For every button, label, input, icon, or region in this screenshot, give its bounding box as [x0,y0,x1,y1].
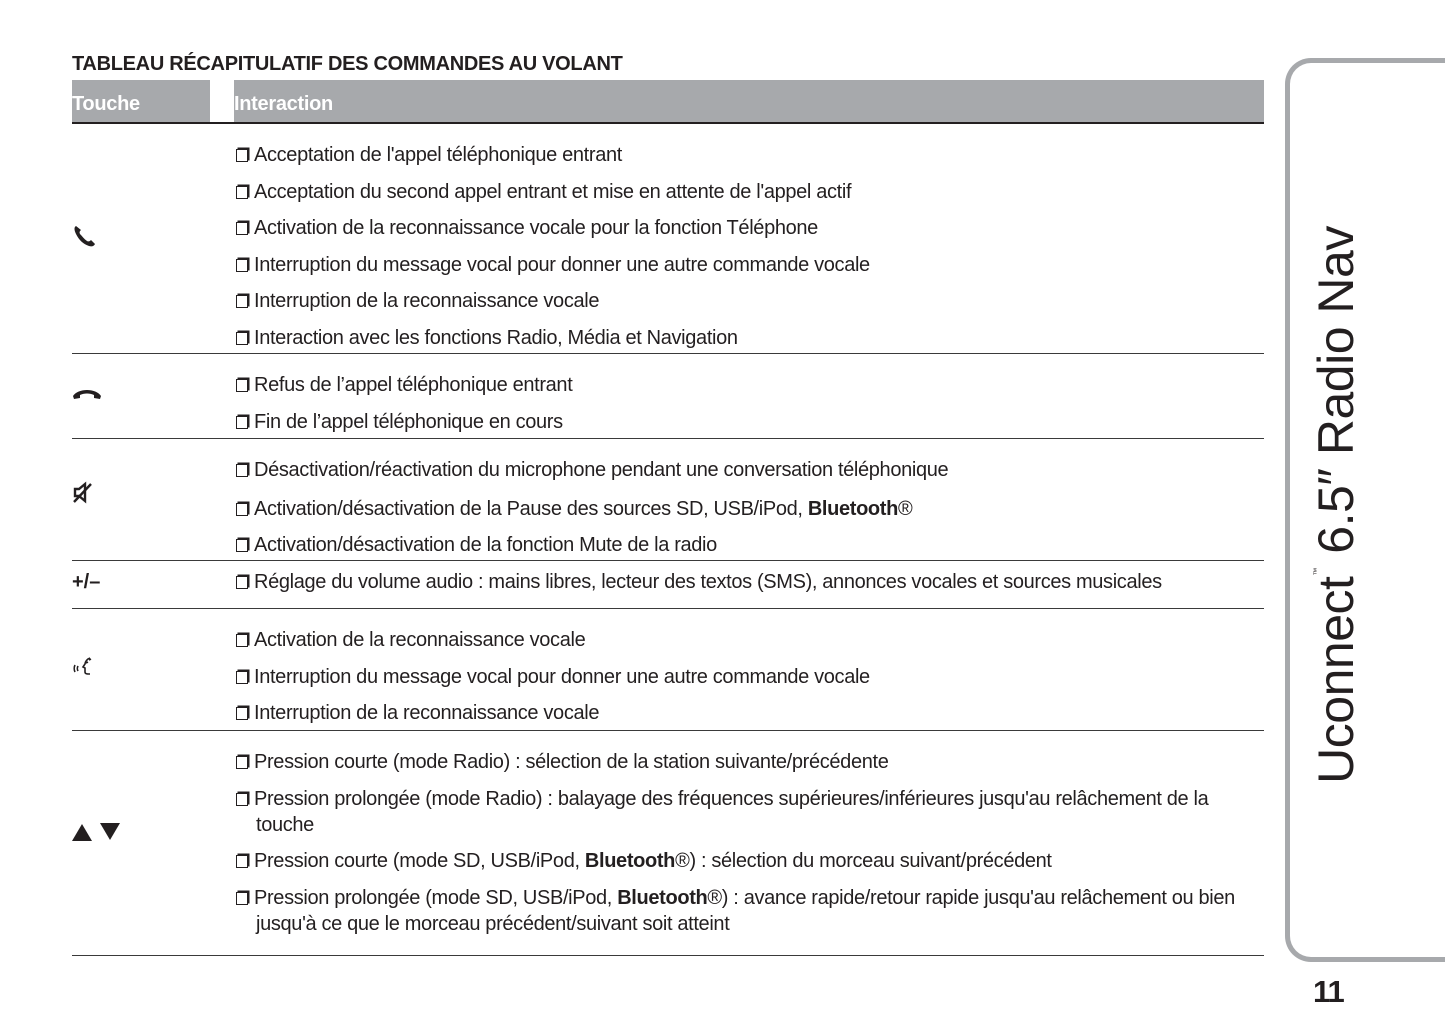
list-item: Pression courte (mode Radio) : sélection de la station suivante/précédente [234,749,1264,775]
up-down-arrows-icon [72,822,122,847]
key-cell [72,609,234,730]
list-item: Activation de la reconnaissance vocale [234,627,1264,653]
checkbox-bullet-icon [236,671,248,684]
steering-controls-table [72,80,1264,956]
bluetooth-brand: Bluetooth [584,850,676,872]
checkbox-bullet-icon [236,149,248,162]
table-row [72,731,1264,956]
checkbox-bullet-icon [236,634,248,647]
checkbox-bullet-icon [236,576,248,589]
checkbox-bullet-icon [236,186,248,199]
chapter-title: Uconnect™ 6.5″ Radio Nav [1308,226,1364,784]
list-item: Refus de l’appel téléphonique entrant [234,372,1264,398]
list-item: Interruption du message vocal pour donner une autre commande vocale [234,664,1264,690]
page-number: 11 [1313,974,1344,1009]
list-item: Interruption de la reconnaissance vocale [234,700,1264,726]
key-cell [72,354,234,438]
list-item: Activation/désactivation de la Pause des sources SD, USB/iPod, Bluetooth® [234,496,1264,522]
list-item: Fin de l’appel téléphonique en cours [234,409,1264,435]
checkbox-bullet-icon [236,793,248,806]
list-item: Activation de la reconnaissance vocale pour la fonction Téléphone [234,215,1264,241]
interaction-cell [234,354,1264,438]
checkbox-bullet-icon [236,539,248,552]
checkbox-bullet-icon [236,416,248,429]
header-touche: Touche [72,80,210,122]
checkbox-bullet-icon [236,222,248,235]
bluetooth-brand: Bluetooth [807,498,898,520]
checkbox-bullet-icon [236,707,248,720]
list-item: Interruption du message vocal pour donner une autre commande vocale [234,252,1264,278]
list-item: Interaction avec les fonctions Radio, Média et Navigation [234,325,1264,351]
list-item: Interruption de la reconnaissance vocale [234,288,1264,314]
table-row [72,609,1264,731]
interaction-cell [234,439,1264,560]
trademark-symbol: ™ [1312,568,1321,576]
list-item: Pression prolongée (mode SD, USB/iPod, Bluetooth®) : avance rapide/retour rapide jusqu'au relâchement ou bien jusqu'à ce que le morceau précédent/suivant soit atteint [234,885,1264,937]
list-item: Pression courte (mode SD, USB/iPod, Bluetooth®) : sélection du morceau suivant/précédent [234,848,1264,874]
list-item: Réglage du volume audio : mains libres, lecteur des textos (SMS), annonces vocales et sources musicales [234,569,1264,595]
table-row [72,354,1264,439]
key-cell [72,561,234,608]
key-cell [72,439,234,560]
mute-icon [72,481,96,510]
list-item: Désactivation/réactivation du microphone pendant une conversation téléphonique [234,457,1264,483]
key-cell [72,731,234,955]
checkbox-bullet-icon [236,503,248,516]
phone-accept-icon [72,223,98,254]
volume-key-label: +/– [72,571,101,593]
voice-recognition-icon [72,654,98,685]
checkbox-bullet-icon [236,379,248,392]
table-row [72,439,1264,561]
table-header [72,80,1264,124]
section-title: TABLEAU RÉCAPITULATIF DES COMMANDES AU VOLANT [72,53,623,75]
checkbox-bullet-icon [236,756,248,769]
checkbox-bullet-icon [236,464,248,477]
interaction-cell [234,124,1264,353]
table-row [72,124,1264,354]
list-item: Acceptation de l'appel téléphonique entrant [234,142,1264,168]
list-item: Pression prolongée (mode Radio) : balayage des fréquences supérieures/inférieures jusqu'au relâchement de la touche [234,786,1264,838]
checkbox-bullet-icon [236,295,248,308]
header-interaction: Interaction [234,80,1264,122]
checkbox-bullet-icon [236,892,248,905]
list-item: Acceptation du second appel entrant et mise en attente de l'appel actif [234,179,1264,205]
checkbox-bullet-icon [236,332,248,345]
interaction-cell [234,609,1264,730]
interaction-cell [234,731,1264,955]
phone-hangup-icon [72,387,102,406]
checkbox-bullet-icon [236,855,248,868]
interaction-cell [234,561,1264,608]
key-cell [72,124,234,353]
list-item: Activation/désactivation de la fonction Mute de la radio [234,532,1264,558]
bluetooth-brand: Bluetooth [617,886,708,909]
checkbox-bullet-icon [236,259,248,272]
table-row [72,561,1264,609]
